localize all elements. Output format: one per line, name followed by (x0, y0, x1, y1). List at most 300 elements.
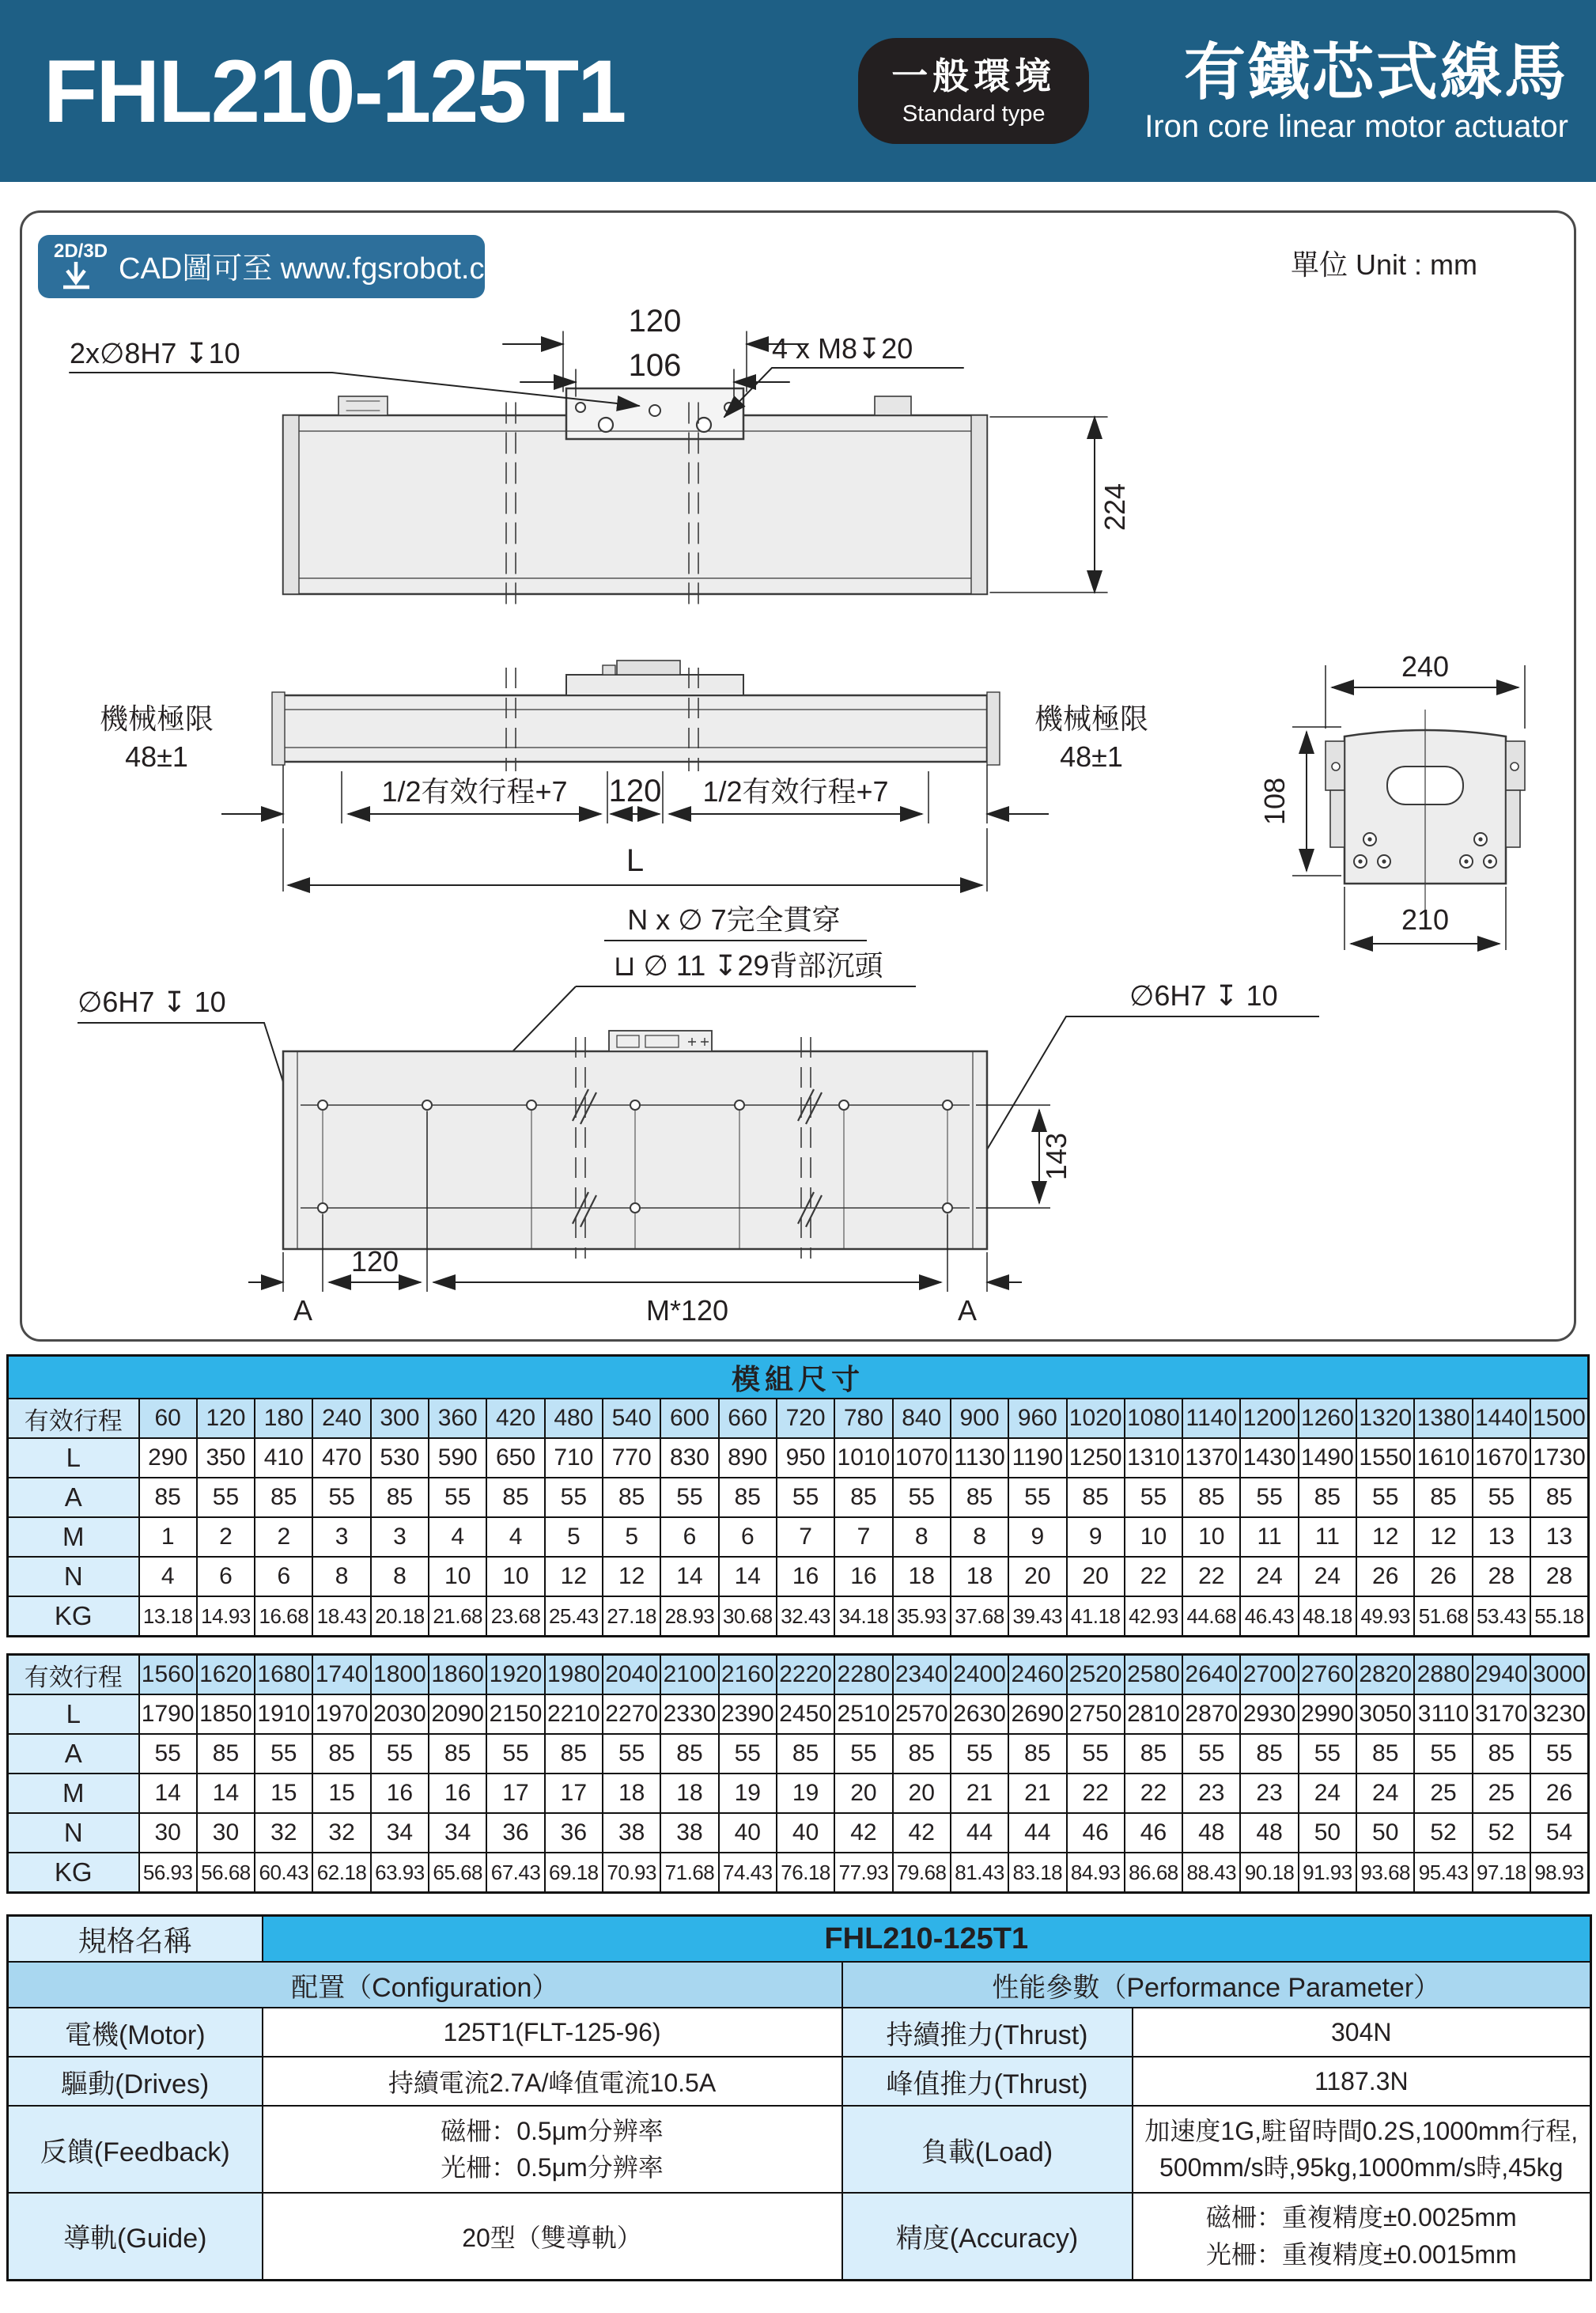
table-cell: 840 (893, 1399, 951, 1438)
unit-note: 單位 Unit : mm (1290, 248, 1477, 281)
mech-limit-left-tol: 48±1 (125, 740, 188, 773)
table-cell: 1970 (312, 1694, 370, 1734)
table-cell: 28.93 (660, 1596, 718, 1637)
table-cell: 55 (486, 1734, 544, 1774)
table-cell: 4 (139, 1557, 197, 1596)
table-cell: 2930 (1240, 1694, 1298, 1734)
table-cell: 56.68 (197, 1853, 255, 1893)
table-cell: 7 (777, 1517, 834, 1557)
table-cell: 51.68 (1414, 1596, 1472, 1637)
table-cell: 60 (139, 1399, 197, 1438)
table-cell: 6 (719, 1517, 777, 1557)
module-dimension-table-1 (6, 1354, 1590, 1637)
table-cell: 1680 (255, 1655, 312, 1695)
table-cell: 9 (1067, 1517, 1125, 1557)
table-cell: 10 (1182, 1517, 1240, 1557)
table-cell: 55 (1240, 1478, 1298, 1517)
thrust-cont-label: 持續推力(Thrust) (842, 2008, 1133, 2057)
table-cell: 50 (1356, 1813, 1414, 1853)
mech-limit-right-tol: 48±1 (1060, 740, 1123, 773)
table-cell: 55 (139, 1734, 197, 1774)
load-label: 負載(Load) (842, 2106, 1133, 2193)
table-cell: 240 (312, 1399, 370, 1438)
table-cell: 52 (1473, 1813, 1530, 1853)
bottom-view (78, 979, 1319, 1327)
table-cell: 85 (719, 1478, 777, 1517)
spec-name-label: 規格名稱 (8, 1916, 263, 1963)
table-cell: 84.93 (1067, 1853, 1125, 1893)
dim-120-bottom: 120 (350, 1245, 399, 1278)
table-cell: 1550 (1356, 1438, 1414, 1478)
table-cell: 2150 (486, 1694, 544, 1734)
table-cell: 6 (660, 1517, 718, 1557)
header-banner (0, 0, 1596, 182)
table-cell: 36 (486, 1813, 544, 1853)
thrust-cont-value: 304N (1133, 2008, 1591, 2057)
specification-table (6, 1914, 1592, 2281)
table-cell: 2510 (834, 1694, 892, 1734)
table-cell: 85 (545, 1734, 603, 1774)
row-header: A (8, 1734, 139, 1774)
table-cell: 24 (1299, 1774, 1356, 1813)
table-cell: 950 (777, 1438, 834, 1478)
module-dimension-table-2 (6, 1653, 1590, 1894)
table-cell: 85 (1299, 1478, 1356, 1517)
table-cell: 960 (1008, 1399, 1066, 1438)
table-cell: 55.18 (1530, 1596, 1589, 1637)
table-cell: 36 (545, 1813, 603, 1853)
table-cell: 5 (545, 1517, 603, 1557)
table-cell: 55 (1299, 1734, 1356, 1774)
table-cell: 85 (1125, 1734, 1182, 1774)
table-title-row (8, 1356, 1589, 1399)
spec-name-value: FHL210-125T1 (263, 1916, 1591, 1963)
table-cell: 12 (1414, 1517, 1472, 1557)
table-cell: 1010 (834, 1438, 892, 1478)
page-title: FHL210-125T1 (43, 41, 626, 141)
table-cell: 2 (197, 1517, 255, 1557)
row-header: 有效行程 (8, 1399, 139, 1438)
table-cell: 85 (660, 1734, 718, 1774)
table-cell: 40 (719, 1813, 777, 1853)
connector-block (609, 1031, 712, 1051)
table-cell: 2160 (719, 1655, 777, 1695)
table-cell: 16 (777, 1557, 834, 1596)
table-cell: 56.93 (139, 1853, 197, 1893)
table-cell: 55 (660, 1478, 718, 1517)
mech-limit-right: 機械極限 (1034, 702, 1149, 735)
row-header: M (8, 1517, 139, 1557)
table-cell: 6 (255, 1557, 312, 1596)
table-cell: 85 (486, 1478, 544, 1517)
table-cell: 85 (1473, 1734, 1530, 1774)
table-cell: 26 (1356, 1557, 1414, 1596)
table-cell: 55 (777, 1478, 834, 1517)
technical-drawing (22, 213, 1574, 1339)
table-cell: 4 (429, 1517, 486, 1557)
badge-text-en: Standard type (902, 100, 1046, 127)
table-cell: 2 (255, 1517, 312, 1557)
table-cell: 2570 (893, 1694, 951, 1734)
dim-L: L (626, 843, 645, 878)
table-cell: 30 (197, 1813, 255, 1853)
table-cell: 74.43 (719, 1853, 777, 1893)
table-cell: 1610 (1414, 1438, 1472, 1478)
dim-120-top: 120 (628, 304, 682, 339)
table-cell: 28 (1530, 1557, 1589, 1596)
table-cell: 14.93 (197, 1596, 255, 1637)
table-cell: 25.43 (545, 1596, 603, 1637)
table-cell: 20 (834, 1774, 892, 1813)
row-header: M (8, 1774, 139, 1813)
table-row (8, 1438, 1589, 1478)
spec-name-row (8, 1916, 1591, 1963)
table-cell: 77.93 (834, 1853, 892, 1893)
table-cell: 300 (371, 1399, 429, 1438)
end-view (1258, 650, 1525, 950)
table-cell: 2870 (1182, 1694, 1240, 1734)
table-cell: 85 (429, 1734, 486, 1774)
table-cell: 85 (893, 1734, 951, 1774)
table-cell: 1310 (1125, 1438, 1182, 1478)
table-cell: 26 (1530, 1774, 1589, 1813)
spec-row-drives (8, 2057, 1591, 2106)
table-cell: 1740 (312, 1655, 370, 1695)
table-cell: 1370 (1182, 1438, 1240, 1478)
feedback-value: 磁柵：0.5μm分辨率 光柵：0.5μm分辨率 (263, 2106, 842, 2193)
table-cell: 18 (660, 1774, 718, 1813)
table-cell: 55 (545, 1478, 603, 1517)
table-cell: 85 (139, 1478, 197, 1517)
table-cell: 13.18 (139, 1596, 197, 1637)
table-cell: 81.43 (951, 1853, 1008, 1893)
table-cell: 2270 (603, 1694, 660, 1734)
table-cell: 2760 (1299, 1655, 1356, 1695)
table-cell: 86.68 (1125, 1853, 1182, 1893)
table-cell: 85 (197, 1734, 255, 1774)
table-cell: 91.93 (1299, 1853, 1356, 1893)
badge-text-zh: 一般環境 (891, 55, 1057, 97)
table-cell: 85 (834, 1478, 892, 1517)
table-cell: 890 (719, 1438, 777, 1478)
table-cell: 1380 (1414, 1399, 1472, 1438)
table-cell: 55 (371, 1734, 429, 1774)
table-cell: 20 (1008, 1557, 1066, 1596)
dim-a-right: A (957, 1294, 978, 1327)
table-row (8, 1517, 1589, 1557)
table-cell: 1200 (1240, 1399, 1298, 1438)
drives-label: 驅動(Drives) (8, 2057, 263, 2106)
table-cell: 770 (603, 1438, 660, 1478)
table-cell: 18 (603, 1774, 660, 1813)
counterbore-callout: ⊔ ∅ 11 ↧29背部沉頭 (613, 949, 883, 982)
table-cell: 660 (719, 1399, 777, 1438)
table-cell: 17 (545, 1774, 603, 1813)
dim-m120: M*120 (645, 1294, 729, 1327)
dim-m8-callout: 4 x M8↧20 (772, 332, 913, 365)
table-cell: 34 (429, 1813, 486, 1853)
table-cell: 120 (197, 1399, 255, 1438)
dim-143: 143 (1040, 1132, 1072, 1181)
performance-section-header: 性能參數（Performance Parameter） (842, 1962, 1591, 2008)
table-cell: 3170 (1473, 1694, 1530, 1734)
table-cell: 2330 (660, 1694, 718, 1734)
table-cell: 42 (834, 1813, 892, 1853)
table-cell: 2040 (603, 1655, 660, 1695)
table-cell: 18 (951, 1557, 1008, 1596)
table-cell: 1250 (1067, 1438, 1125, 1478)
table-cell: 32.43 (777, 1596, 834, 1637)
table-cell: 32 (255, 1813, 312, 1853)
table-cell: 3000 (1530, 1655, 1589, 1695)
carriage-side (566, 675, 743, 695)
table-cell: 44 (951, 1813, 1008, 1853)
table-cell: 350 (197, 1438, 255, 1478)
table-cell: 10 (486, 1557, 544, 1596)
table-cell: 55 (1067, 1734, 1125, 1774)
table-cell: 1070 (893, 1438, 951, 1478)
table-cell: 2990 (1299, 1694, 1356, 1734)
table-cell: 55 (1008, 1478, 1066, 1517)
feedback-label: 反饋(Feedback) (8, 2106, 263, 2193)
table-cell: 46 (1067, 1813, 1125, 1853)
table-cell: 65.68 (429, 1853, 486, 1893)
table-row (8, 1734, 1589, 1774)
table-cell: 16.68 (255, 1596, 312, 1637)
table-cell: 600 (660, 1399, 718, 1438)
table-cell: 24 (1356, 1774, 1414, 1813)
cad-2d3d-label: 2D/3D (54, 240, 108, 262)
table-cell: 8 (371, 1557, 429, 1596)
sensor-block-right (875, 396, 911, 415)
guide-value: 20型（雙導軌） (263, 2193, 842, 2280)
table-cell: 13 (1530, 1517, 1589, 1557)
cad-note-text: CAD圖可至 www.fgsrobot.com下載 (119, 252, 587, 286)
row-header: KG (8, 1596, 139, 1637)
table-cell: 7 (834, 1517, 892, 1557)
table-cell: 21.68 (429, 1596, 486, 1637)
table-cell: 2880 (1414, 1655, 1472, 1695)
motor-label: 電機(Motor) (8, 2008, 263, 2057)
table-cell: 180 (255, 1399, 312, 1438)
table-cell: 20 (893, 1774, 951, 1813)
table-cell: 85 (1240, 1734, 1298, 1774)
table-cell: 30 (139, 1813, 197, 1853)
table-cell: 830 (660, 1438, 718, 1478)
table-cell: 70.93 (603, 1853, 660, 1893)
row-header: KG (8, 1853, 139, 1893)
table-cell: 2940 (1473, 1655, 1530, 1695)
table-cell: 1790 (139, 1694, 197, 1734)
table-cell: 48 (1182, 1813, 1240, 1853)
table-cell: 55 (1414, 1734, 1472, 1774)
config-section-header: 配置（Configuration） (8, 1962, 842, 2008)
table-cell: 69.18 (545, 1853, 603, 1893)
table-cell: 48 (1240, 1813, 1298, 1853)
dim-half-stroke-left: 1/2有效行程+7 (381, 775, 568, 808)
table-cell: 2030 (371, 1694, 429, 1734)
table-cell: 71.68 (660, 1853, 718, 1893)
table-cell: 85 (1356, 1734, 1414, 1774)
table-cell: 290 (139, 1438, 197, 1478)
table-cell: 79.68 (893, 1853, 951, 1893)
table-cell: 21 (951, 1774, 1008, 1813)
table-cell: 530 (371, 1438, 429, 1478)
table-cell: 20 (1067, 1557, 1125, 1596)
table-row (8, 1655, 1589, 1695)
table-cell: 1080 (1125, 1399, 1182, 1438)
table-cell: 540 (603, 1399, 660, 1438)
table-cell: 24 (1240, 1557, 1298, 1596)
table-cell: 39.43 (1008, 1596, 1066, 1637)
dim-240: 240 (1401, 650, 1450, 683)
table-cell: 55 (1530, 1734, 1589, 1774)
table-cell: 85 (1530, 1478, 1589, 1517)
table-cell: 85 (1067, 1478, 1125, 1517)
table-cell: 1490 (1299, 1438, 1356, 1478)
table-cell: 85 (1008, 1734, 1066, 1774)
table-cell: 54 (1530, 1813, 1589, 1853)
table-cell: 2450 (777, 1694, 834, 1734)
table-cell: 27.18 (603, 1596, 660, 1637)
table-cell: 63.93 (371, 1853, 429, 1893)
table-row (8, 1694, 1589, 1734)
accuracy-label: 精度(Accuracy) (842, 2193, 1133, 2280)
table-cell: 85 (777, 1734, 834, 1774)
table-cell: 15 (312, 1774, 370, 1813)
product-type-en: Iron core linear motor actuator (1144, 108, 1568, 144)
table-cell: 1320 (1356, 1399, 1414, 1438)
table-cell: 37.68 (951, 1596, 1008, 1637)
table-cell: 1190 (1008, 1438, 1066, 1478)
accuracy-value: 磁柵：重複精度±0.0025mm 光柵：重複精度±0.0015mm (1133, 2193, 1591, 2280)
table-cell: 1500 (1530, 1399, 1589, 1438)
table-cell: 9 (1008, 1517, 1066, 1557)
table-cell: 26 (1414, 1557, 1472, 1596)
table-cell: 23 (1240, 1774, 1298, 1813)
table-cell: 55 (312, 1478, 370, 1517)
table-cell: 8 (893, 1517, 951, 1557)
table-cell: 6 (197, 1557, 255, 1596)
table-cell: 12 (603, 1557, 660, 1596)
table-cell: 2400 (951, 1655, 1008, 1695)
table-cell: 16 (429, 1774, 486, 1813)
table-cell: 44.68 (1182, 1596, 1240, 1637)
technical-drawing-panel (20, 210, 1576, 1342)
table-cell: 1430 (1240, 1438, 1298, 1478)
table-cell: 2210 (545, 1694, 603, 1734)
table-cell: 62.18 (312, 1853, 370, 1893)
dim-224: 224 (1099, 483, 1131, 532)
table-row (8, 1596, 1589, 1637)
table-cell: 2520 (1067, 1655, 1125, 1695)
table-cell: 22 (1125, 1557, 1182, 1596)
table-cell: 55 (197, 1478, 255, 1517)
table-cell: 2580 (1125, 1655, 1182, 1695)
table-cell: 590 (429, 1438, 486, 1478)
table-cell: 410 (255, 1438, 312, 1478)
table-cell: 85 (951, 1478, 1008, 1517)
table-cell: 1800 (371, 1655, 429, 1695)
dim-half-stroke-right: 1/2有效行程+7 (702, 775, 889, 808)
spec-row-motor (8, 2008, 1591, 2057)
table-cell: 21 (1008, 1774, 1066, 1813)
table-cell: 67.43 (486, 1853, 544, 1893)
table-cell: 3110 (1414, 1694, 1472, 1734)
table-cell: 19 (777, 1774, 834, 1813)
table-title: 模組尺寸 (8, 1356, 1589, 1399)
table-cell: 44 (1008, 1813, 1066, 1853)
table-cell: 55 (834, 1734, 892, 1774)
table-cell: 1850 (197, 1694, 255, 1734)
table-cell: 3 (371, 1517, 429, 1557)
table-cell: 23.68 (486, 1596, 544, 1637)
table-cell: 83.18 (1008, 1853, 1066, 1893)
table-cell: 900 (951, 1399, 1008, 1438)
table-cell: 20.18 (371, 1596, 429, 1637)
table-cell: 35.93 (893, 1596, 951, 1637)
table-cell: 15 (255, 1774, 312, 1813)
table-cell: 55 (1125, 1478, 1182, 1517)
cad-download-note[interactable] (38, 235, 586, 298)
table-cell: 55 (1473, 1478, 1530, 1517)
table-cell: 18.43 (312, 1596, 370, 1637)
table-cell: 720 (777, 1399, 834, 1438)
table-cell: 2100 (660, 1655, 718, 1695)
table-cell: 88.43 (1182, 1853, 1240, 1893)
dim-8h7-callout: 2x∅8H7 ↧10 (70, 337, 240, 369)
table-cell: 2820 (1356, 1655, 1414, 1695)
table-cell: 28 (1473, 1557, 1530, 1596)
motor-value: 125T1(FLT-125-96) (263, 2008, 842, 2057)
table-cell: 98.93 (1530, 1853, 1589, 1893)
table-cell: 2460 (1008, 1655, 1066, 1695)
row-header: N (8, 1557, 139, 1596)
table-cell: 30.68 (719, 1596, 777, 1637)
table-cell: 1920 (486, 1655, 544, 1695)
table-cell: 14 (719, 1557, 777, 1596)
product-type-zh: 有鐵芯式線馬 (1183, 37, 1568, 108)
table-cell: 480 (545, 1399, 603, 1438)
table-cell: 23 (1182, 1774, 1240, 1813)
table-cell: 1980 (545, 1655, 603, 1695)
table-cell: 55 (951, 1734, 1008, 1774)
n-holes-callout: N x ∅ 7完全貫穿 (627, 903, 841, 936)
dim-6h7-left: ∅6H7 ↧ 10 (78, 986, 226, 1018)
table-cell: 85 (1414, 1478, 1472, 1517)
table-cell: 55 (1182, 1734, 1240, 1774)
table-cell: 8 (312, 1557, 370, 1596)
table-cell: 2390 (719, 1694, 777, 1734)
table-cell: 11 (1299, 1517, 1356, 1557)
table-cell: 10 (429, 1557, 486, 1596)
table-cell: 17 (486, 1774, 544, 1813)
table-cell: 14 (139, 1774, 197, 1813)
table-cell: 2280 (834, 1655, 892, 1695)
mech-limit-left: 機械極限 (99, 702, 214, 735)
dim-210: 210 (1401, 903, 1450, 936)
table-cell: 1620 (197, 1655, 255, 1695)
table-cell: 10 (1125, 1517, 1182, 1557)
table-cell: 50 (1299, 1813, 1356, 1853)
table-cell: 3230 (1530, 1694, 1589, 1734)
table-cell: 780 (834, 1399, 892, 1438)
table-cell: 41.18 (1067, 1596, 1125, 1637)
table-cell: 90.18 (1240, 1853, 1298, 1893)
table-row (8, 1813, 1589, 1853)
row-header: A (8, 1478, 139, 1517)
table-cell: 55 (893, 1478, 951, 1517)
